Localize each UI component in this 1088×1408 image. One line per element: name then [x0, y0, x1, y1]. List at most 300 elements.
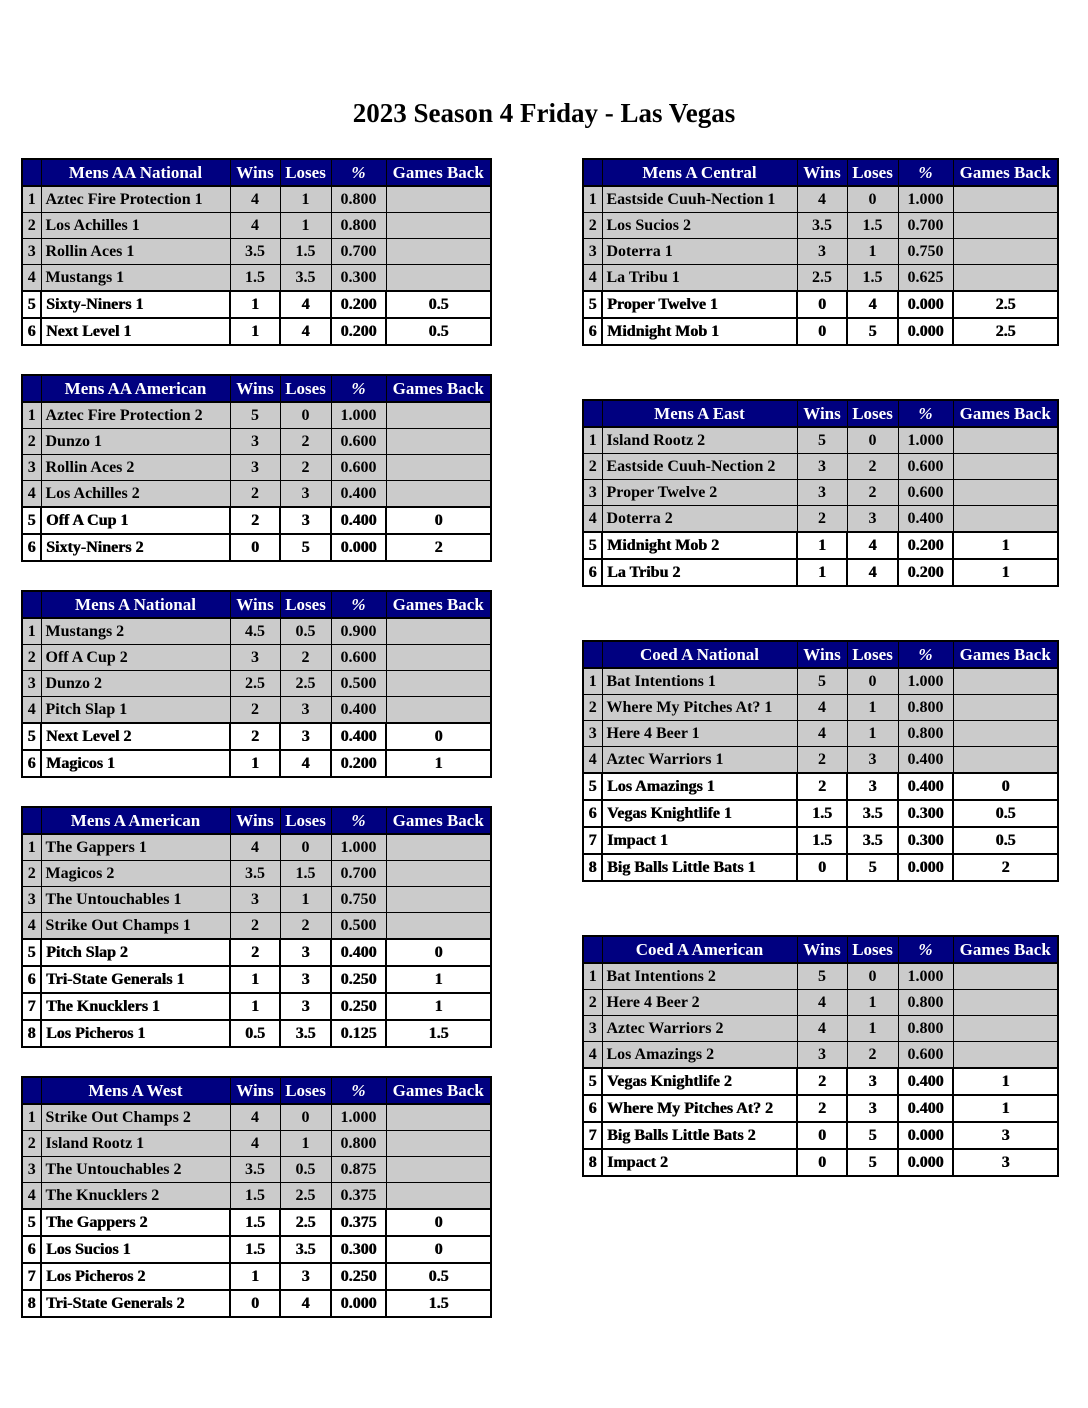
standings-table-mens-aa-american — [21, 374, 492, 562]
pct-cell: 0.250 — [331, 993, 386, 1020]
loses-cell: 3 — [280, 939, 331, 966]
pct-cell: 1.000 — [331, 1104, 386, 1131]
team-row — [22, 507, 491, 534]
team-name-cell: Aztec Fire Protection 2 — [41, 402, 230, 429]
team-name-cell: Doterra 1 — [602, 239, 797, 265]
team-name-cell: Los Achilles 1 — [41, 213, 230, 239]
pct-cell: 0.300 — [331, 265, 386, 292]
games-back-cell — [953, 213, 1058, 239]
team-name-cell: La Tribu 2 — [602, 559, 797, 586]
pct-header: % — [331, 807, 386, 834]
team-name-cell: Big Balls Little Bats 2 — [602, 1122, 797, 1149]
team-row — [22, 1209, 491, 1236]
rank-header-cell — [22, 375, 41, 402]
team-row — [22, 1104, 491, 1131]
loses-cell: 3 — [847, 1068, 898, 1095]
loses-cell: 2.5 — [280, 671, 331, 697]
loses-cell: 0 — [847, 186, 898, 213]
team-name-cell: Los Achilles 2 — [41, 481, 230, 508]
wins-header: Wins — [797, 641, 847, 668]
team-name-cell: The Untouchables 1 — [41, 887, 230, 913]
team-row — [22, 429, 491, 455]
loses-cell: 0 — [280, 402, 331, 429]
games-back-cell: 1 — [386, 966, 491, 993]
loses-cell: 1 — [847, 1016, 898, 1042]
loses-cell: 1 — [847, 721, 898, 747]
team-name-cell: Mustangs 2 — [41, 618, 230, 645]
pct-cell: 0.000 — [898, 318, 953, 345]
team-row — [22, 265, 491, 292]
team-name-cell: Impact 1 — [602, 827, 797, 854]
rank-cell: 6 — [583, 800, 602, 827]
wins-cell: 1 — [230, 993, 280, 1020]
rank-cell: 3 — [583, 480, 602, 506]
games-back-cell — [386, 1131, 491, 1157]
wins-cell: 3 — [797, 480, 847, 506]
team-name-cell: Dunzo 2 — [41, 671, 230, 697]
team-row — [583, 291, 1058, 318]
pct-cell: 0.600 — [331, 429, 386, 455]
loses-cell: 1 — [280, 1131, 331, 1157]
wins-cell: 4 — [230, 1131, 280, 1157]
rank-header-cell — [583, 400, 602, 427]
rank-header-cell — [583, 641, 602, 668]
pct-cell: 0.400 — [898, 1068, 953, 1095]
pct-cell: 0.500 — [331, 671, 386, 697]
pct-cell: 0.700 — [331, 239, 386, 265]
wins-cell: 3.5 — [230, 1157, 280, 1183]
games-back-cell: 0 — [386, 939, 491, 966]
pct-cell: 0.400 — [331, 481, 386, 508]
rank-cell: 6 — [22, 750, 41, 777]
pct-cell: 0.400 — [898, 747, 953, 774]
standings-table-mens-aa-national — [21, 158, 492, 346]
team-name-cell: Proper Twelve 2 — [602, 480, 797, 506]
wins-cell: 2 — [797, 506, 847, 533]
team-row — [583, 747, 1058, 774]
team-row — [22, 1236, 491, 1263]
team-row — [583, 1068, 1058, 1095]
pct-cell: 0.000 — [898, 1149, 953, 1176]
team-row — [22, 1183, 491, 1210]
games-back-cell — [386, 887, 491, 913]
games-back-cell: 0.5 — [386, 291, 491, 318]
team-row — [583, 773, 1058, 800]
team-name-cell: Los Sucios 2 — [602, 213, 797, 239]
wins-cell: 2 — [797, 1095, 847, 1122]
team-row — [583, 1095, 1058, 1122]
pct-cell: 1.000 — [331, 834, 386, 861]
loses-cell: 4 — [280, 291, 331, 318]
loses-cell: 3 — [847, 1095, 898, 1122]
wins-cell: 2 — [797, 1068, 847, 1095]
games-back-header: Games Back — [953, 400, 1058, 427]
rank-cell: 5 — [583, 773, 602, 800]
rank-cell: 4 — [583, 506, 602, 533]
rank-cell: 5 — [22, 939, 41, 966]
wins-cell: 3 — [797, 1042, 847, 1069]
games-back-cell — [953, 186, 1058, 213]
wins-cell: 1.5 — [230, 1183, 280, 1210]
loses-header: Loses — [847, 641, 898, 668]
rank-cell: 6 — [22, 534, 41, 561]
loses-cell: 0 — [847, 668, 898, 695]
pct-cell: 0.000 — [331, 1290, 386, 1317]
team-row — [22, 993, 491, 1020]
rank-cell: 6 — [583, 1095, 602, 1122]
pct-cell: 0.300 — [898, 827, 953, 854]
loses-cell: 3 — [847, 747, 898, 774]
standings-table-mens-a-west — [21, 1076, 492, 1318]
division-title: Mens A East — [602, 400, 797, 427]
games-back-cell: 1.5 — [386, 1020, 491, 1047]
team-name-cell: Sixty-Niners 1 — [41, 291, 230, 318]
team-row — [22, 939, 491, 966]
pct-cell: 0.250 — [331, 966, 386, 993]
team-name-cell: Vegas Knightlife 1 — [602, 800, 797, 827]
loses-cell: 2 — [847, 454, 898, 480]
wins-cell: 1 — [230, 750, 280, 777]
games-back-cell: 0.5 — [953, 827, 1058, 854]
wins-cell: 4 — [230, 1104, 280, 1131]
loses-cell: 3 — [280, 1263, 331, 1290]
loses-cell: 3 — [280, 481, 331, 508]
wins-cell: 1 — [797, 559, 847, 586]
pct-cell: 0.400 — [331, 507, 386, 534]
loses-cell: 4 — [280, 1290, 331, 1317]
loses-header: Loses — [280, 1077, 331, 1104]
rank-cell: 5 — [22, 291, 41, 318]
pct-cell: 1.000 — [898, 963, 953, 990]
wins-cell: 1.5 — [230, 1209, 280, 1236]
wins-cell: 1.5 — [797, 800, 847, 827]
rank-cell: 1 — [22, 618, 41, 645]
loses-cell: 2 — [280, 913, 331, 940]
team-row — [583, 239, 1058, 265]
loses-cell: 3.5 — [280, 1020, 331, 1047]
loses-cell: 3 — [280, 966, 331, 993]
pct-header: % — [331, 591, 386, 618]
pct-cell: 0.300 — [898, 800, 953, 827]
team-name-cell: Magicos 2 — [41, 861, 230, 887]
team-name-cell: Aztec Warriors 2 — [602, 1016, 797, 1042]
rank-cell: 4 — [22, 481, 41, 508]
games-back-cell — [953, 454, 1058, 480]
team-row — [22, 186, 491, 213]
rank-cell: 7 — [583, 1122, 602, 1149]
pct-cell: 0.400 — [331, 697, 386, 724]
header-row — [583, 936, 1058, 963]
rank-cell: 3 — [583, 1016, 602, 1042]
pct-cell: 0.500 — [331, 913, 386, 940]
wins-cell: 2 — [230, 697, 280, 724]
loses-cell: 2.5 — [280, 1183, 331, 1210]
loses-cell: 3.5 — [280, 265, 331, 292]
wins-cell: 4 — [230, 834, 280, 861]
team-row — [22, 534, 491, 561]
wins-cell: 1 — [230, 1263, 280, 1290]
wins-header: Wins — [230, 807, 280, 834]
loses-cell: 1.5 — [847, 265, 898, 292]
pct-header: % — [331, 375, 386, 402]
games-back-cell: 0.5 — [386, 1263, 491, 1290]
team-name-cell: Vegas Knightlife 2 — [602, 1068, 797, 1095]
games-back-cell: 2.5 — [953, 291, 1058, 318]
team-name-cell: Bat Intentions 1 — [602, 668, 797, 695]
rank-cell: 2 — [22, 1131, 41, 1157]
rank-header-cell — [22, 807, 41, 834]
games-back-cell — [386, 213, 491, 239]
team-row — [22, 213, 491, 239]
games-back-cell — [386, 645, 491, 671]
pct-header: % — [898, 936, 953, 963]
loses-cell: 1.5 — [847, 213, 898, 239]
games-back-cell: 2 — [386, 534, 491, 561]
wins-cell: 2.5 — [230, 671, 280, 697]
games-back-cell — [386, 186, 491, 213]
rank-cell: 2 — [22, 861, 41, 887]
games-back-header: Games Back — [386, 159, 491, 186]
rank-cell: 2 — [583, 213, 602, 239]
team-row — [22, 834, 491, 861]
header-row — [22, 159, 491, 186]
games-back-header: Games Back — [386, 375, 491, 402]
loses-cell: 2.5 — [280, 1209, 331, 1236]
header-row — [22, 591, 491, 618]
team-name-cell: Pitch Slap 2 — [41, 939, 230, 966]
team-name-cell: Los Picheros 1 — [41, 1020, 230, 1047]
team-name-cell: Island Rootz 2 — [602, 427, 797, 454]
team-name-cell: Rollin Aces 1 — [41, 239, 230, 265]
loses-cell: 0 — [847, 963, 898, 990]
rank-cell: 1 — [583, 963, 602, 990]
wins-cell: 5 — [797, 668, 847, 695]
wins-cell: 2 — [230, 481, 280, 508]
standings-table-coed-a-national — [582, 640, 1059, 882]
pct-cell: 1.000 — [898, 668, 953, 695]
team-row — [583, 1149, 1058, 1176]
team-name-cell: Midnight Mob 2 — [602, 532, 797, 559]
team-row — [22, 239, 491, 265]
team-row — [583, 318, 1058, 345]
standings-table-mens-a-east — [582, 399, 1059, 587]
games-back-cell: 0 — [386, 723, 491, 750]
wins-cell: 3 — [230, 887, 280, 913]
team-name-cell: Los Amazings 2 — [602, 1042, 797, 1069]
team-row — [22, 861, 491, 887]
pct-cell: 0.800 — [331, 1131, 386, 1157]
rank-cell: 8 — [583, 1149, 602, 1176]
rank-cell: 2 — [583, 454, 602, 480]
team-name-cell: Eastside Cuuh-Nection 1 — [602, 186, 797, 213]
team-name-cell: Pitch Slap 1 — [41, 697, 230, 724]
loses-cell: 1 — [847, 990, 898, 1016]
pct-header: % — [898, 159, 953, 186]
team-row — [22, 618, 491, 645]
standings-table-mens-a-central — [582, 158, 1059, 346]
rank-cell: 6 — [22, 966, 41, 993]
pct-cell: 0.000 — [898, 1122, 953, 1149]
loses-cell: 5 — [847, 1122, 898, 1149]
rank-cell: 2 — [22, 645, 41, 671]
loses-header: Loses — [280, 375, 331, 402]
games-back-cell: 1 — [386, 750, 491, 777]
games-back-cell — [386, 618, 491, 645]
rank-cell: 3 — [22, 455, 41, 481]
games-back-header: Games Back — [386, 591, 491, 618]
team-name-cell: Los Picheros 2 — [41, 1263, 230, 1290]
wins-cell: 3 — [230, 645, 280, 671]
games-back-cell — [386, 834, 491, 861]
rank-cell: 7 — [22, 993, 41, 1020]
rank-cell: 7 — [22, 1263, 41, 1290]
games-back-cell — [953, 990, 1058, 1016]
wins-cell: 3.5 — [230, 239, 280, 265]
games-back-cell: 3 — [953, 1122, 1058, 1149]
division-title: Mens A National — [41, 591, 230, 618]
pct-cell: 0.250 — [331, 1263, 386, 1290]
games-back-cell — [386, 1183, 491, 1210]
wins-cell: 0 — [230, 1290, 280, 1317]
wins-cell: 1 — [230, 291, 280, 318]
rank-cell: 8 — [22, 1290, 41, 1317]
team-row — [583, 721, 1058, 747]
team-row — [583, 265, 1058, 292]
games-back-cell — [953, 747, 1058, 774]
wins-cell: 1 — [230, 318, 280, 345]
rank-cell: 2 — [22, 213, 41, 239]
wins-cell: 3.5 — [230, 861, 280, 887]
rank-cell: 2 — [583, 990, 602, 1016]
pct-cell: 0.200 — [898, 559, 953, 586]
team-row — [22, 318, 491, 345]
games-back-cell: 1 — [953, 559, 1058, 586]
wins-cell: 2 — [797, 747, 847, 774]
left-tables-column — [21, 158, 492, 1346]
pct-cell: 0.200 — [331, 318, 386, 345]
games-back-cell — [953, 427, 1058, 454]
team-name-cell: Magicos 1 — [41, 750, 230, 777]
pct-cell: 0.600 — [331, 455, 386, 481]
games-back-cell — [386, 239, 491, 265]
games-back-cell: 2.5 — [953, 318, 1058, 345]
pct-cell: 0.200 — [331, 750, 386, 777]
page-title: 2023 Season 4 Friday - Las Vegas — [352, 98, 736, 128]
wins-cell: 5 — [230, 402, 280, 429]
rank-cell: 4 — [583, 1042, 602, 1069]
team-row — [583, 1122, 1058, 1149]
team-name-cell: Next Level 2 — [41, 723, 230, 750]
pct-cell: 0.600 — [898, 454, 953, 480]
rank-cell: 4 — [22, 913, 41, 940]
rank-cell: 6 — [22, 1236, 41, 1263]
team-name-cell: The Gappers 2 — [41, 1209, 230, 1236]
team-row — [22, 291, 491, 318]
wins-cell: 0.5 — [230, 1020, 280, 1047]
team-name-cell: The Knucklers 2 — [41, 1183, 230, 1210]
loses-cell: 1 — [280, 887, 331, 913]
division-title: Mens AA National — [41, 159, 230, 186]
pct-cell: 0.000 — [331, 534, 386, 561]
games-back-cell: 0.5 — [386, 318, 491, 345]
games-back-cell: 1 — [386, 993, 491, 1020]
team-row — [22, 1131, 491, 1157]
team-name-cell: Aztec Warriors 1 — [602, 747, 797, 774]
pct-cell: 0.000 — [898, 291, 953, 318]
pct-header: % — [331, 1077, 386, 1104]
wins-cell: 0 — [797, 854, 847, 881]
team-row — [583, 800, 1058, 827]
pct-cell: 0.400 — [898, 506, 953, 533]
team-name-cell: Proper Twelve 1 — [602, 291, 797, 318]
loses-cell: 4 — [280, 750, 331, 777]
games-back-cell: 0 — [386, 1236, 491, 1263]
wins-cell: 0 — [797, 318, 847, 345]
division-title: Coed A American — [602, 936, 797, 963]
pct-cell: 0.000 — [898, 854, 953, 881]
pct-cell: 0.800 — [331, 213, 386, 239]
division-title: Mens A American — [41, 807, 230, 834]
team-name-cell: Strike Out Champs 2 — [41, 1104, 230, 1131]
team-name-cell: Here 4 Beer 2 — [602, 990, 797, 1016]
wins-cell: 2 — [230, 939, 280, 966]
pct-cell: 0.200 — [331, 291, 386, 318]
header-row — [583, 641, 1058, 668]
games-back-cell: 1 — [953, 1068, 1058, 1095]
rank-cell: 3 — [22, 239, 41, 265]
loses-cell: 0 — [280, 1104, 331, 1131]
games-back-header: Games Back — [953, 936, 1058, 963]
wins-cell: 1 — [797, 532, 847, 559]
wins-cell: 5 — [797, 427, 847, 454]
pct-cell: 0.700 — [331, 861, 386, 887]
games-back-cell: 3 — [953, 1149, 1058, 1176]
loses-cell: 4 — [847, 559, 898, 586]
pct-cell: 0.400 — [898, 773, 953, 800]
rank-header-cell — [583, 159, 602, 186]
team-name-cell: Mustangs 1 — [41, 265, 230, 292]
pct-cell: 0.400 — [331, 939, 386, 966]
team-row — [583, 506, 1058, 533]
loses-header: Loses — [847, 159, 898, 186]
wins-cell: 4 — [797, 1016, 847, 1042]
rank-cell: 4 — [22, 1183, 41, 1210]
rank-header-cell — [22, 591, 41, 618]
pct-cell: 0.800 — [898, 990, 953, 1016]
rank-cell: 3 — [22, 671, 41, 697]
pct-cell: 1.000 — [898, 427, 953, 454]
team-name-cell: Tri-State Generals 2 — [41, 1290, 230, 1317]
team-row — [583, 854, 1058, 881]
rank-cell: 7 — [583, 827, 602, 854]
pct-cell: 0.800 — [331, 186, 386, 213]
team-name-cell: Aztec Fire Protection 1 — [41, 186, 230, 213]
wins-cell: 3 — [797, 239, 847, 265]
games-back-cell: 0 — [386, 1209, 491, 1236]
wins-cell: 4 — [230, 213, 280, 239]
rank-cell: 1 — [22, 186, 41, 213]
rank-cell: 1 — [583, 186, 602, 213]
team-row — [583, 559, 1058, 586]
loses-cell: 4 — [280, 318, 331, 345]
games-back-cell — [953, 506, 1058, 533]
loses-cell: 3 — [847, 506, 898, 533]
wins-cell: 4 — [797, 721, 847, 747]
team-row — [583, 186, 1058, 213]
loses-cell: 2 — [847, 1042, 898, 1069]
standings-table-mens-a-american — [21, 806, 492, 1048]
team-name-cell: Here 4 Beer 1 — [602, 721, 797, 747]
